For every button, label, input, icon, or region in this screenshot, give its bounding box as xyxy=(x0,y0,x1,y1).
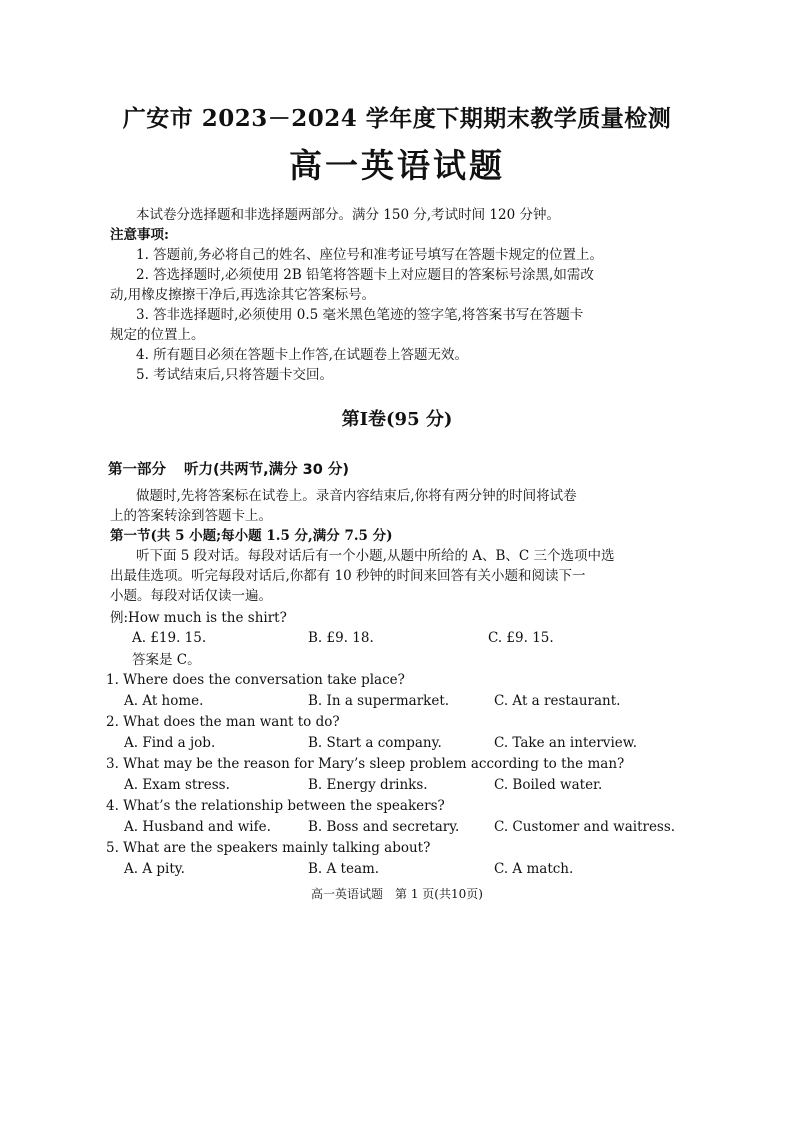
section-instruction-line: 听下面 5 段对话。每段对话后有一个小题,从题中所给的 A、B、C 三个选项中选 xyxy=(136,548,615,564)
q1-option-b: B. In a supermarket. xyxy=(308,693,450,709)
page-footer: 高一英语试题 第 1 页(共10页) xyxy=(311,887,483,901)
volume-title: 第Ⅰ卷(95 分) xyxy=(341,409,453,430)
example-question: 例:How much is the shirt? xyxy=(110,610,287,626)
intro-summary: 本试卷分选择题和非选择题两部分。满分 150 分,考试时间 120 分钟。 xyxy=(136,207,560,223)
note-line: 动,用橡皮擦擦干净后,再选涂其它答案标号。 xyxy=(110,287,376,303)
question-4: 4. What’s the relationship between the speakers? xyxy=(106,798,445,814)
q2-option-c: C. Take an interview. xyxy=(494,735,637,751)
part1-title: 听力(共两节,满分 30 分) xyxy=(184,462,350,478)
note-line: 规定的位置上。 xyxy=(110,327,205,343)
example-option-a: A. £19. 15. xyxy=(132,630,207,646)
q2-option-a: A. Find a job. xyxy=(124,735,216,751)
example-option-b: B. £9. 18. xyxy=(308,630,374,646)
section1-heading: 第一节(共 5 小题;每小题 1.5 分,满分 7.5 分) xyxy=(110,528,393,544)
q3-option-c: C. Boiled water. xyxy=(494,777,603,793)
part1-heading xyxy=(108,458,367,479)
section-instruction-line: 小题。每段对话仅读一遍。 xyxy=(110,588,272,604)
question-1: 1. Where does the conversation take place? xyxy=(106,672,405,688)
note-line: 4. 所有题目必须在答题卡上作答,在试题卷上答题无效。 xyxy=(136,347,468,363)
example-answer: 答案是 C。 xyxy=(132,652,201,668)
q1-option-c: C. At a restaurant. xyxy=(494,693,621,709)
q2-option-b: B. Start a company. xyxy=(308,735,442,751)
q4-option-a: A. Husband and wife. xyxy=(124,819,271,835)
part1-name: 第一部分 xyxy=(108,462,166,478)
note-line: 3. 答非选择题时,必须使用 0.5 毫米黑色笔迹的签字笔,将答案书写在答题卡 xyxy=(136,307,584,323)
instruction-line: 上的答案转涂到答题卡上。 xyxy=(110,508,272,524)
question-5: 5. What are the speakers mainly talking about? xyxy=(106,840,431,856)
question-3: 3. What may be the reason for Mary’s sleep problem according to the man? xyxy=(106,756,625,772)
q1-option-a: A. At home. xyxy=(124,693,204,709)
question-2: 2. What does the man want to do? xyxy=(106,714,340,730)
q4-option-b: B. Boss and secretary. xyxy=(308,819,460,835)
notes-heading: 注意事项: xyxy=(110,227,169,243)
section-instruction-line: 出最佳选项。听完每段对话后,你都有 10 秒钟的时间来回答有关小题和阅读下一 xyxy=(110,568,586,584)
q5-option-b: B. A team. xyxy=(308,861,380,877)
q5-option-a: A. A pity. xyxy=(124,861,185,877)
example-option-c: C. £9. 15. xyxy=(488,630,554,646)
note-line: 5. 考试结束后,只将答题卡交回。 xyxy=(136,367,333,383)
q4-option-c: C. Customer and waitress. xyxy=(494,819,676,835)
instruction-line: 做题时,先将答案标在试卷上。录音内容结束后,你将有两分钟的时间将试卷 xyxy=(136,488,577,504)
q5-option-c: C. A match. xyxy=(494,861,574,877)
q3-option-a: A. Exam stress. xyxy=(124,777,230,793)
q3-option-b: B. Energy drinks. xyxy=(308,777,428,793)
exam-title: 广安市 2023－2024 学年度下期期末教学质量检测 xyxy=(122,105,672,132)
note-line: 1. 答题前,务必将自己的姓名、座位号和准考证号填写在答题卡规定的位置上。 xyxy=(136,247,603,263)
note-line: 2. 答选择题时,必须使用 2B 铅笔将答题卡上对应题目的答案标号涂黑,如需改 xyxy=(136,267,594,283)
exam-subtitle: 高一英语试题 xyxy=(289,146,505,185)
